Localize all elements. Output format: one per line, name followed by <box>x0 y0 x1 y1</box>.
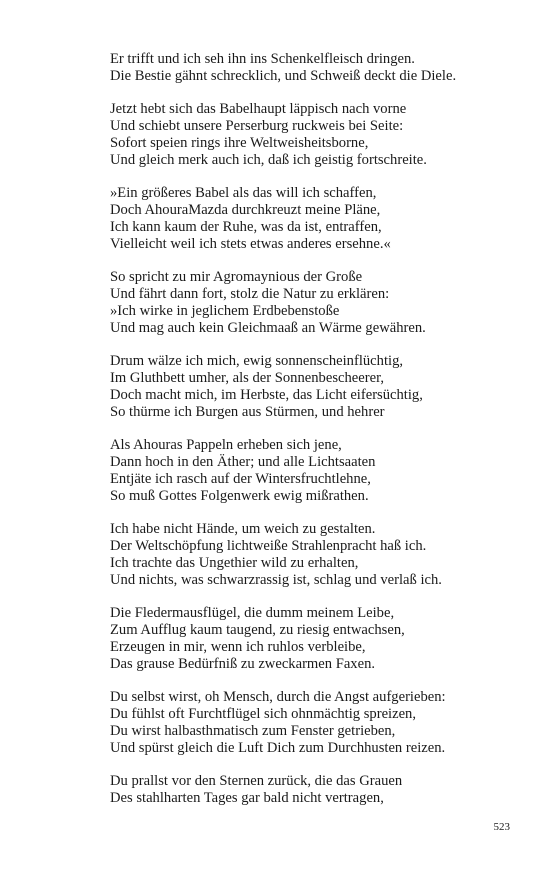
stanza <box>110 101 530 169</box>
stanza <box>110 689 530 757</box>
verse-line: So muß Gottes Folgenwerk ewig mißrathen. <box>110 488 369 504</box>
verse-line: Und gleich merk auch ich, daß ich geistig fortschreite. <box>110 152 427 168</box>
verse-line: Und mag auch kein Gleichmaaß an Wärme gewähren. <box>110 320 426 336</box>
verse-line: Doch macht mich, im Herbste, das Licht eifersüchtig, <box>110 387 423 403</box>
verse-line: Jetzt hebt sich das Babelhaupt läppisch nach vorne <box>110 101 407 117</box>
page-number: 523 <box>493 821 510 833</box>
verse-line: Zum Aufflug kaum taugend, zu riesig entwachsen, <box>110 622 405 638</box>
poem-text <box>110 51 530 823</box>
verse-line: So thürme ich Burgen aus Stürmen, und hehrer <box>110 404 385 420</box>
stanza <box>110 773 530 807</box>
stanza <box>110 353 530 421</box>
verse-line: Die Fledermausflügel, die dumm meinem Leibe, <box>110 605 395 621</box>
verse-line: Und nichts, was schwarzrassig ist, schlag und verlaß ich. <box>110 572 442 588</box>
verse-line: Doch AhouraMazda durchkreuzt meine Pläne, <box>110 202 381 218</box>
verse-line: Ich trachte das Ungethier wild zu erhalten, <box>110 555 359 571</box>
verse-line: Entjäte ich rasch auf der Wintersfruchtlehne, <box>110 471 371 487</box>
verse-line: Des stahlharten Tages gar bald nicht vertragen, <box>110 790 384 806</box>
stanza <box>110 437 530 505</box>
verse-line: Und spürst gleich die Luft Dich zum Durchhusten reizen. <box>110 740 446 756</box>
verse-line: Er trifft und ich seh ihn ins Schenkelfleisch dringen. <box>110 51 415 67</box>
verse-line: Erzeugen in mir, wenn ich ruhlos verbleibe, <box>110 639 366 655</box>
verse-line: Drum wälze ich mich, ewig sonnenscheinflüchtig, <box>110 353 404 369</box>
verse-line: Sofort speien rings ihre Weltweisheitsborne, <box>110 135 369 151</box>
verse-line: Ich habe nicht Hände, um weich zu gestalten. <box>110 521 376 537</box>
verse-line: Du fühlst oft Furchtflügel sich ohnmächtig spreizen, <box>110 706 416 722</box>
verse-line: So spricht zu mir Agromaynious der Große <box>110 269 363 285</box>
verse-line: Im Gluthbett umher, als der Sonnenbescheerer, <box>110 370 384 386</box>
verse-line: »Ich wirke in jeglichem Erdbebenstoße <box>110 303 340 319</box>
verse-line: Du prallst vor den Sternen zurück, die das Grauen <box>110 773 403 789</box>
verse-line: »Ein größeres Babel als das will ich schaffen, <box>110 185 377 201</box>
stanza <box>110 521 530 589</box>
stanza <box>110 51 530 85</box>
stanza <box>110 185 530 253</box>
verse-line: Die Bestie gähnt schrecklich, und Schweiß deckt die Diele. <box>110 68 457 84</box>
verse-line: Vielleicht weil ich stets etwas anderes ersehne.« <box>110 236 391 252</box>
verse-line: Als Ahouras Pappeln erheben sich jene, <box>110 437 342 453</box>
verse-line: Und schiebt unsere Perserburg ruckweis bei Seite: <box>110 118 404 134</box>
verse-line: Das grause Bedürfniß zu zweckarmen Faxen. <box>110 656 376 672</box>
stanza <box>110 269 530 337</box>
verse-line: Dann hoch in den Äther; und alle Lichtsaaten <box>110 454 376 470</box>
verse-line: Und fährt dann fort, stolz die Natur zu erklären: <box>110 286 390 302</box>
verse-line: Der Weltschöpfung lichtweiße Strahlenpracht haß ich. <box>110 538 427 554</box>
verse-line: Ich kann kaum der Ruhe, was da ist, entraffen, <box>110 219 382 235</box>
verse-line: Du selbst wirst, oh Mensch, durch die Angst aufgerieben: <box>110 689 446 705</box>
verse-line: Du wirst halbasthmatisch zum Fenster getrieben, <box>110 723 396 739</box>
stanza <box>110 605 530 673</box>
